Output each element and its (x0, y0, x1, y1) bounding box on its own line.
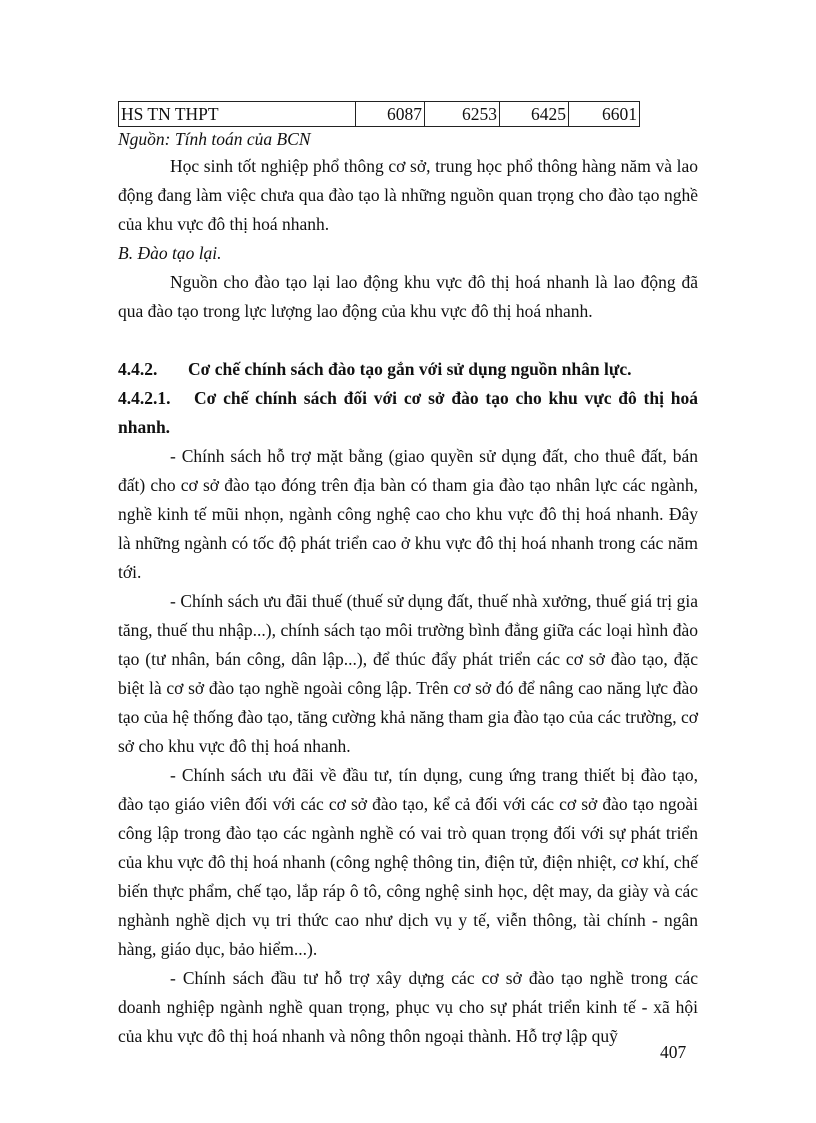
paragraph-text: Học sinh tốt nghiệp phổ thông cơ sở, trung học phổ thông hàng năm và lao động đang làm việc chưa qua đào tạo là những nguồn quan trọng cho đào tạo nghề của khu vực đô thị hoá nhanh. (118, 156, 698, 234)
section-number: 4.4.2.1. (118, 388, 171, 408)
data-table (118, 101, 640, 127)
table-cell: 6425 (500, 102, 569, 127)
paragraph-1 (118, 152, 698, 239)
table-row-label: HS TN THPT (119, 102, 356, 127)
section-number: 4.4.2. (118, 359, 158, 379)
page-number: 407 (660, 1042, 687, 1062)
table-row (119, 102, 640, 127)
list-item: - Chính sách ưu đãi thuế (thuế sử dụng đất, thuế nhà xưởng, thuế giá trị gia tăng, thuế thu nhập...), chính sách tạo môi trường bình đẳng giữa các loại hình đào tạo (tư nhân, bán công, dân lập...), để thúc đẩy phát triển các cơ sở đào tạo, đặc biệt là cơ sở đào tạo nghề ngoài công lập. Trên cơ sở đó để nâng cao năng lực đào tạo của hệ thống đào tạo, tăng cường khả năng tham gia đào tạo của các trường, cơ sở cho khu vực đô thị hoá nhanh. (118, 591, 698, 756)
paragraph-text: Nguồn cho đào tạo lại lao động khu vực đô thị hoá nhanh là lao động đã qua đào tạo trong lực lượng lao động của khu vực đô thị hoá nhanh. (118, 272, 698, 321)
table-cell: 6087 (356, 102, 425, 127)
paragraph-2 (118, 268, 698, 326)
table-cell: 6601 (569, 102, 640, 127)
list-item: - Chính sách hỗ trợ mặt bằng (giao quyền sử dụng đất, cho thuê đất, bán đất) cho cơ sở đào tạo đóng trên địa bàn có tham gia đào tạo nhân lực các ngành, nghề kinh tế mũi nhọn, ngành công nghệ cao cho khu vực đô thị hoá nhanh. Đây là những ngành có tốc độ phát triển cao ở khu vực đô thị hoá nhanh trong các năm tới. (118, 446, 698, 582)
list-item: - Chính sách đầu tư hỗ trợ xây dựng các cơ sở đào tạo nghề trong các doanh nghiệp ngành nghề quan trọng, phục vụ cho sự phát triển kinh tế - xã hội của khu vực đô thị hoá nhanh và nông thôn ngoại thành. Hỗ trợ lập quỹ (118, 968, 698, 1046)
section-heading-4-4-2-1 (118, 384, 698, 442)
section-title: Cơ chế chính sách đối với cơ sở đào tạo cho khu vực đô thị hoá nhanh. (118, 388, 698, 437)
table-cell: 6253 (425, 102, 500, 127)
subheading-b: B. Đào tạo lại. (118, 243, 222, 263)
section-heading-4-4-2 (118, 355, 698, 384)
policy-list (118, 442, 698, 1051)
list-item: - Chính sách ưu đãi về đầu tư, tín dụng, cung ứng trang thiết bị đào tạo, đào tạo giáo viên đối với các cơ sở đào tạo, kể cả đối với các cơ sở đào tạo ngoài công lập trong đào tạo các ngành nghề có vai trò quan trọng đối với sự phát triển của khu vực đô thị hoá nhanh (công nghệ thông tin, điện tử, điện nhiệt, cơ khí, chế biến thực phẩm, chế tạo, lắp ráp ô tô, công nghệ sinh học, dệt may, da giày và các nghành nghề dịch vụ tri thức cao như dịch vụ y tế, viễn thông, tài chính - ngân hàng, giáo dục, bảo hiểm...). (118, 765, 698, 959)
table-source-note: Nguồn: Tính toán của BCN (118, 129, 311, 149)
section-title: Cơ chế chính sách đào tạo gắn với sử dụng nguồn nhân lực. (188, 359, 632, 379)
